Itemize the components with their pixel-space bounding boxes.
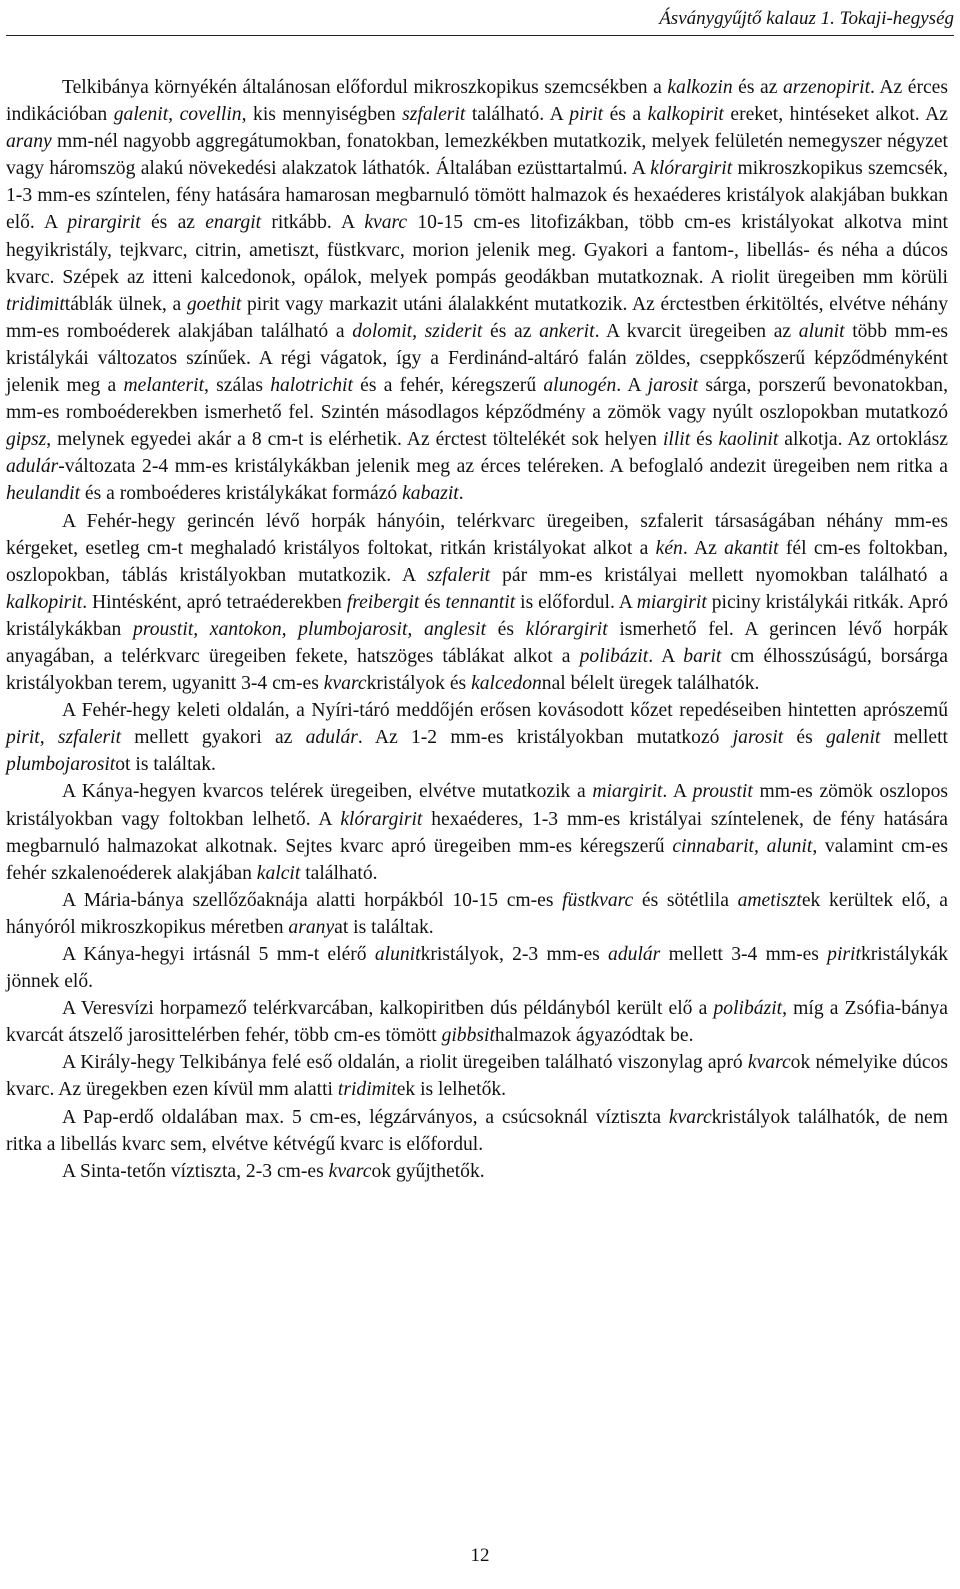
mineral-name: jarosit <box>647 375 699 397</box>
mineral-name: adulár <box>608 944 661 965</box>
mineral-name: polibázit <box>579 645 649 667</box>
mineral-name: kvarc <box>668 1106 712 1128</box>
page-number: 12 <box>470 1545 490 1566</box>
text-run: és sötétlila <box>633 889 738 911</box>
mineral-name: gibbsit <box>441 1025 495 1047</box>
mineral-name: freibergit <box>346 591 420 613</box>
mineral-name: ametiszt <box>737 889 802 911</box>
text-run: at is találtak. <box>334 916 434 938</box>
mineral-name: illit <box>662 429 691 451</box>
mineral-name: jarosit <box>732 727 784 749</box>
text-run: , kis mennyiségben <box>241 104 403 126</box>
text-run: mm-es zömök oszlopos kristályokban vagy foltokban lelhető. A <box>6 781 948 830</box>
running-header <box>6 8 954 36</box>
paragraph <box>6 697 948 778</box>
mineral-name: klórargirit <box>340 808 423 830</box>
running-title: Ásványgyűjtő kalauz 1. Tokaji-hegység <box>659 8 954 29</box>
mineral-name: kalkopirit <box>6 591 83 613</box>
mineral-name: gipsz <box>6 429 47 451</box>
text-run: táblák ülnek, a <box>64 293 187 315</box>
text-run: piciny kristálykái ritkák. Apró kristálykákban <box>6 591 948 640</box>
text-run: mellett <box>880 727 948 749</box>
text-run: ok némelyike dúcos kvarc. Az üregekben ezen kívül mm alatti <box>6 1052 948 1101</box>
text-run: mellett gyakori az <box>121 727 306 749</box>
text-run: és a romboéderes kristálykákat formázó <box>80 483 403 505</box>
mineral-name: enargit <box>205 212 262 234</box>
paragraph <box>6 778 948 886</box>
text-run: és <box>783 727 826 749</box>
mineral-name: plumbojarosit <box>6 754 116 776</box>
text-run: A Kánya-hegyen kvarcos telérek üregeiben, elvétve mutatkozik a <box>62 781 593 803</box>
paragraph <box>6 995 948 1049</box>
text-run: A Kánya-hegyi irtásnál 5 mm-t elérő <box>62 944 375 965</box>
text-run: -változata 2-4 mm-es kristálykákban jelenik meg az érces teléreken. A befoglaló andezit üregeiben nem ritka a <box>58 456 948 478</box>
text-run: ek kerültek elő, a hányóról mikroszkopikus méretben <box>6 889 948 938</box>
text-run: fél cm-es foltokban, oszlopokban, táblás kristályokban mutatkozik. A <box>6 537 948 586</box>
paragraph <box>6 74 948 508</box>
paragraph <box>6 1049 948 1103</box>
text-run: és a fehér, kéregszerű <box>352 375 544 397</box>
mineral-name: alunogén <box>543 375 617 397</box>
text-run: halmazok ágyazódtak be. <box>494 1025 694 1047</box>
text-run: ismerhető fel. A gerincen lévő horpák anyagában, a telérkvarc üregeiben fekete, hatszöges táblákat alkot a <box>6 618 948 667</box>
mineral-name: kaolinit <box>718 429 779 451</box>
mineral-name: adulár <box>6 456 59 478</box>
mineral-name: goethit <box>186 293 242 315</box>
paragraph <box>6 887 948 941</box>
paragraph <box>6 1104 948 1158</box>
text-run: 10-15 cm-es litofizákban, több cm-es kristályokat alkotva mint hegyikristály, tejkvarc, citrin, ametiszt, füstkvarc, morion jelenik meg. Gyakori a fantom-, libellás- és néha a dúcos kvarc. Szépek az itteni kalcedonok, opálok, melyek pompás geodákban mutatkoznak. A riolit üregeiben mm körüli <box>6 212 948 288</box>
mineral-name: akantit <box>724 537 779 559</box>
text-run: A Fehér-hegy gerincén lévő horpák hányóin, telérkvarc üregeiben, szfalerit társaságában néhány mm-es kérgeket, esetleg cm-t meghaladó kristályos foltokat, ritkán kristályokat alkot a <box>6 510 948 559</box>
mineral-name: pirit <box>6 727 40 749</box>
mineral-name: proustit <box>692 781 753 803</box>
text-run: . Az <box>682 537 725 559</box>
mineral-name: tridimit <box>6 293 65 315</box>
text-run: ek is lelhetők. <box>396 1079 507 1101</box>
mineral-name: kén <box>655 537 683 559</box>
text-run: A Fehér-hegy keleti oldalán, a Nyíri-táró meddőjén erősen kovásodott kőzet repedéseiben hintetten aprószemű <box>62 700 948 722</box>
mineral-name: kalcit <box>256 862 301 884</box>
text-run: , valamint cm-es fehér szkalenoéderek alakjában <box>6 835 948 884</box>
text-run: és az <box>140 212 206 234</box>
body-text <box>6 74 948 1185</box>
text-run: és a <box>603 104 648 126</box>
text-run: . Hintésként, apró tetraéderekben <box>82 591 347 613</box>
text-run: A Pap-erdő oldalában max. 5 cm-es, légzárványos, a csúcsoknál víztiszta <box>62 1106 669 1128</box>
mineral-name: füstkvarc <box>562 889 634 911</box>
mineral-name: cinnabarit, alunit <box>672 835 813 857</box>
mineral-name: galenit <box>825 727 881 749</box>
mineral-name: arany <box>288 916 335 938</box>
mineral-name: melanterit <box>123 375 205 397</box>
mineral-name: proustit, xantokon, plumbojarosit, anglesit <box>133 618 487 640</box>
text-run: található. <box>300 862 378 884</box>
mineral-name: miargirit <box>636 591 707 613</box>
text-run: kristályok, 2-3 mm-es <box>420 944 609 965</box>
mineral-name: klórargirit <box>650 158 733 180</box>
text-run: ereket, hintéseket alkot. Az <box>723 104 949 126</box>
text-run: kristálykák jönnek elő. <box>6 944 948 993</box>
text-run: nal bélelt üregek találhatók. <box>541 673 760 695</box>
text-run: cm élhosszúságú, borsárga kristályokban terem, ugyanitt 3-4 cm-es <box>6 645 948 695</box>
text-run: mm-nél nagyobb aggregátumokban, fonatokban, lemezkékben mutatkozik, melyek felületén nemegyszer négyzet vagy háromszög alakú növekedési alakzatok láthatók. Általában ezüsttartalmú. A <box>6 131 948 180</box>
mineral-name: kalkozin <box>667 77 733 98</box>
text-run: , <box>39 727 58 749</box>
text-run: , melynek egyedei akár a 8 cm-t is elérhetik. Az érctest töltelékét sok helyen <box>46 429 663 451</box>
text-run: és <box>690 429 719 451</box>
text-run: ritkább. A <box>261 212 365 234</box>
text-run: , míg a Zsófia-bánya kvarcát átszelő jarosittelérben fehér, több cm-es tömött <box>6 998 948 1047</box>
paragraph <box>6 1158 948 1185</box>
text-run: és az <box>732 77 783 98</box>
paragraph <box>6 941 948 995</box>
text-run: Telkibánya környékén általánosan előfordul mikroszkopikus szemcsékben a <box>62 77 668 98</box>
text-run: A Mária-bánya szellőzőaknája alatti horpákból 10-15 cm-es <box>62 889 563 911</box>
mineral-name: szfalerit <box>426 564 491 586</box>
text-run: hexaéderes, 1-3 mm-es kristályai színtelenek, de fény hatására megbarnuló halmazokat alkotnak. Sejtes kvarc apró üregeiben mm-es kéregszerű <box>6 808 948 857</box>
mineral-name: kvarc <box>323 673 367 695</box>
text-run: A Király-hegy Telkibánya felé eső oldalán, a riolit üregeiben található viszonylag apró <box>62 1052 748 1074</box>
mineral-name: alunit <box>798 320 845 342</box>
text-run: található. A <box>465 104 570 126</box>
mineral-name: pirit <box>569 104 604 126</box>
mineral-name: barit <box>683 645 722 667</box>
text-run: is előfordul. A <box>515 591 637 613</box>
text-run: pirit vagy markazit utáni álalakként mutatkozik. Az érctestben érkitöltés, elvétve néhány mm-es romboéderek alakjában található a <box>6 293 948 342</box>
text-run: . A <box>616 375 648 397</box>
text-run: sárga, porszerű bevonatokban, mm-es romboéderekben ismerhető fel. Szintén másodlagos képződmény a zömök vagy nyúlt oszlopokban mutatkozó <box>6 375 948 424</box>
text-run: kristályok találhatók, de nem ritka a libellás kvarc sem, elvétve kétvégű kvarc is előfordul. <box>6 1106 948 1155</box>
text-run: és <box>486 618 526 640</box>
mineral-name: kvarc <box>747 1052 791 1074</box>
mineral-name: kalcedon <box>471 673 542 695</box>
mineral-name: kabazit <box>402 483 459 505</box>
mineral-name: arzenopirit <box>782 77 871 98</box>
text-run: , szálas <box>204 375 271 397</box>
mineral-name: tridimit <box>337 1079 397 1101</box>
text-run: A Sinta-tetőn víztiszta, 2-3 cm-es <box>62 1160 329 1182</box>
text-run: mellett 3-4 mm-es <box>660 944 828 965</box>
text-run: ot is találtak. <box>115 754 216 776</box>
mineral-name: alunit <box>374 944 421 965</box>
mineral-name: ankerit <box>539 320 595 342</box>
paragraph <box>6 508 948 698</box>
mineral-name: tennantit <box>445 591 516 613</box>
text-run: pár mm-es kristályai mellett nyomokban található a <box>490 564 948 586</box>
mineral-name: heulandit <box>6 483 81 505</box>
mineral-name: arany <box>6 131 52 153</box>
mineral-name: halotrichit <box>270 375 353 397</box>
mineral-name: pirit <box>827 944 861 965</box>
mineral-name: dolomit, sziderit <box>352 320 483 342</box>
text-run: . A <box>648 645 684 667</box>
text-run: . Az 1-2 mm-es kristályokban mutatkozó <box>357 727 733 749</box>
text-run: . A <box>662 781 693 803</box>
mineral-name: pirargirit <box>67 212 141 234</box>
mineral-name: adulár <box>305 727 358 749</box>
text-run: . <box>458 483 464 505</box>
mineral-name: galenit, covellin <box>113 104 242 126</box>
text-run: ok gyűjthetők. <box>371 1160 485 1182</box>
mineral-name: szfalerit <box>57 727 122 749</box>
mineral-name: kvarc <box>328 1160 372 1182</box>
mineral-name: miargirit <box>592 781 663 803</box>
text-run: több mm-es kristálykái változatos színűek. A régi vágatok, így a Ferdinánd-altáró falán zöldes, cseppkőszerű képződményként jelenik meg a <box>6 320 949 397</box>
text-run: és <box>419 591 446 613</box>
text-run: . Az érces indikációban <box>6 77 948 126</box>
text-run: mikroszkopikus szemcsék, 1-3 mm-es színtelen, fény hatására hamarosan megbarnuló tömött halmazok és hexaéderes kristályok alakjában bukkan elő. A <box>6 158 948 234</box>
mineral-name: klórargirit <box>525 618 608 640</box>
text-run: . A kvarcit üregeiben az <box>594 320 799 342</box>
text-run: és az <box>482 320 540 342</box>
mineral-name: szfalerit <box>402 104 466 126</box>
mineral-name: kvarc <box>364 212 408 234</box>
text-run: alkotja. Az ortoklász <box>778 429 949 451</box>
text-run: A Veresvízi horpamező telérkvarcában, kalkopiritben dús példányból került elő a <box>62 998 714 1020</box>
mineral-name: polibázit <box>713 998 783 1020</box>
mineral-name: kalkopirit <box>647 104 724 126</box>
text-run: kristályok és <box>366 673 472 695</box>
